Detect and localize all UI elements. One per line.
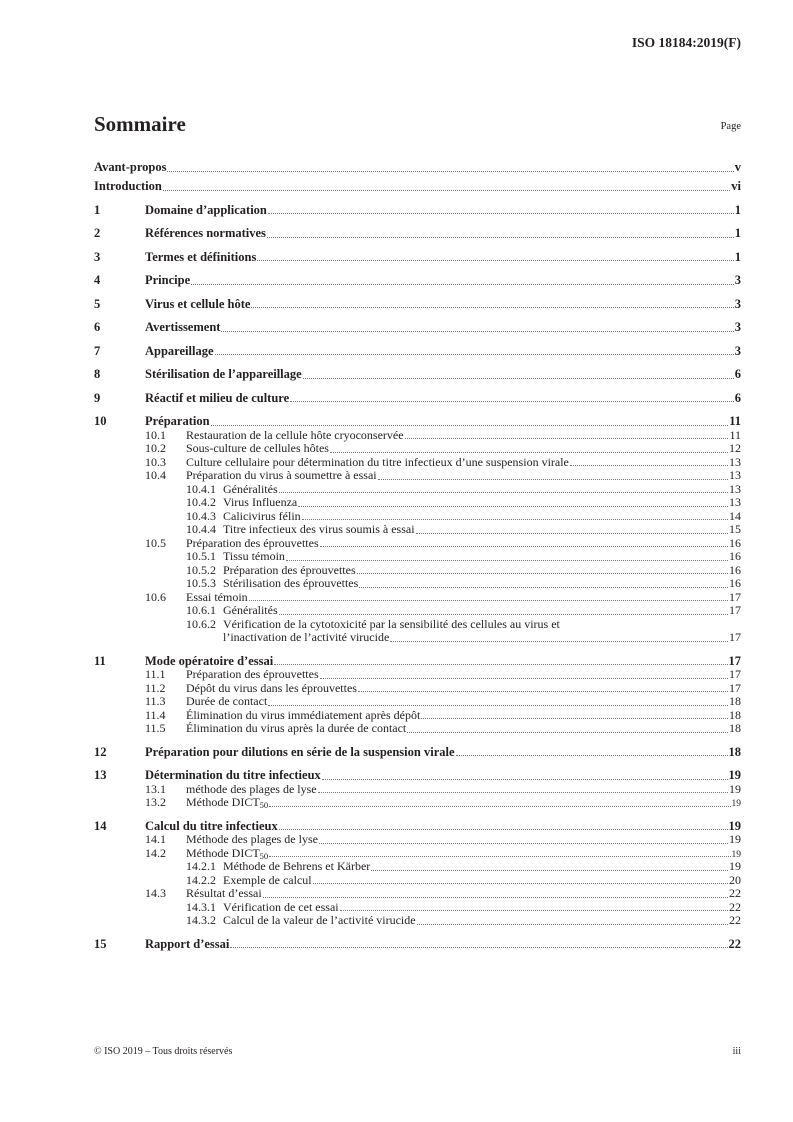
- toc-entry-page: 3: [734, 296, 741, 311]
- toc-entry-title-text: Généralités: [223, 603, 278, 617]
- dot-leader: [167, 171, 733, 172]
- dot-leader: [417, 924, 728, 925]
- toc-entry-subsection[interactable]: [94, 496, 741, 510]
- dot-leader: [279, 614, 728, 615]
- toc-entry-page: 18: [729, 721, 741, 735]
- toc-entry-subsection[interactable]: [94, 510, 741, 524]
- toc-entry-number: 11.5: [145, 721, 166, 735]
- toc-entry-title: [186, 833, 318, 847]
- toc-entry-page: 17: [729, 603, 741, 617]
- dot-leader: [268, 705, 728, 706]
- toc-entry-title: [186, 783, 317, 797]
- toc-entry-title: [186, 847, 268, 861]
- toc-entry-subscript: 50: [259, 850, 269, 861]
- toc-entry-page: 3: [734, 320, 741, 334]
- toc-entry-title-text: Avertissement: [145, 320, 221, 334]
- toc-entry-number: 15: [94, 936, 107, 951]
- toc-entry-number: 3: [94, 249, 101, 264]
- toc-entry-title-text: Résultat d’essai: [186, 886, 262, 900]
- toc-entry-number: 11.1: [145, 667, 166, 681]
- toc-entry-section[interactable]: [94, 180, 741, 194]
- toc-entry-title-text: Restauration de la cellule hôte cryoconservée: [186, 427, 404, 442]
- toc-entry-title: [145, 274, 190, 288]
- dot-leader: [274, 664, 727, 665]
- toc-entry-title-text: Références normatives: [145, 226, 266, 240]
- dot-leader: [269, 856, 730, 857]
- toc-entry-title: [186, 796, 268, 810]
- toc-entry-title-text: Appareillage: [145, 343, 214, 358]
- toc-entry-title: [145, 769, 321, 783]
- toc-entry-number: 10.6: [145, 589, 166, 604]
- toc-entry-subsection[interactable]: [94, 847, 741, 861]
- toc-entry-section[interactable]: [94, 251, 741, 265]
- dot-leader: [340, 910, 728, 911]
- toc-entry-subsection[interactable]: [94, 604, 741, 618]
- dot-leader: [313, 883, 728, 884]
- dot-leader: [191, 284, 734, 285]
- toc-entry-title: [145, 251, 256, 265]
- toc-entry-page: 20: [729, 872, 741, 887]
- dot-leader: [290, 401, 734, 402]
- toc-entry-title-text: Vérification de cet essai: [223, 899, 339, 914]
- toc-entry-title-text: Méthode des plages de lyse: [186, 832, 318, 846]
- toc-entry-number: 13.2: [145, 795, 166, 809]
- toc-entry-subsection[interactable]: [94, 456, 741, 470]
- toc-entry-page: 11: [729, 427, 741, 442]
- dot-leader: [221, 331, 733, 332]
- toc-entry-title: [186, 682, 357, 696]
- toc-entry-section[interactable]: [94, 274, 741, 288]
- toc-entry-page: 6: [734, 367, 741, 381]
- toc-entry-section[interactable]: [94, 161, 741, 175]
- toc-entry-title-text: Stérilisation des éprouvettes: [223, 576, 359, 590]
- page-title: Sommaire: [94, 112, 186, 136]
- toc-entry-title: [223, 550, 285, 564]
- toc-entry-number: 14.2: [145, 845, 166, 860]
- toc-entry-number: 14: [94, 818, 107, 833]
- toc-entry-page: 17: [729, 589, 741, 604]
- toc-entry-number: 10.5.1: [186, 549, 216, 563]
- toc-entry-page: 3: [734, 273, 741, 287]
- toc-entry-page: v: [734, 160, 741, 174]
- toc-entry-number: 5: [94, 296, 101, 311]
- toc-entry-number: 14.3.2: [186, 913, 216, 927]
- toc-entry-page: 11: [729, 414, 741, 428]
- dot-leader: [456, 755, 728, 756]
- toc-entry-title: [145, 321, 220, 335]
- toc-entry-title-text: Sous-culture de cellules hôtes: [186, 441, 329, 455]
- toc-entry-number: 8: [94, 367, 101, 381]
- toc-entry-title: [186, 469, 377, 483]
- footer-page-number: iii: [732, 1046, 741, 1057]
- toc-entry-section[interactable]: [94, 368, 741, 382]
- toc-entry-subsection[interactable]: [94, 631, 741, 645]
- toc-entry-title: [223, 618, 560, 632]
- toc-entry-subsection[interactable]: [94, 537, 741, 551]
- toc-entry-title: [145, 938, 229, 952]
- toc-entry-title-text: Méthode DICT: [186, 845, 260, 860]
- toc-entry-number: 7: [94, 343, 101, 358]
- toc-entry-title: [186, 668, 319, 682]
- toc-entry-number: 12: [94, 744, 107, 759]
- toc-entry-subsection[interactable]: [94, 682, 741, 696]
- toc-entry-title: [145, 820, 278, 834]
- toc-entry-title: [186, 442, 329, 456]
- toc-entry-title-text: Préparation des éprouvettes: [186, 667, 319, 681]
- toc-entry-title-text: Durée de contact: [186, 694, 268, 708]
- toc-entry-page: 13: [729, 481, 741, 496]
- toc-entry-title-text: Titre infectieux des virus soumis à essai: [223, 522, 415, 536]
- dot-leader: [267, 237, 734, 238]
- dot-leader: [298, 506, 728, 507]
- toc-entry-section[interactable]: [94, 938, 741, 952]
- toc-entry-page: 16: [729, 576, 741, 590]
- toc-entry-page: 17: [729, 680, 741, 695]
- toc-entry-title: [145, 345, 214, 359]
- dot-leader: [230, 947, 727, 948]
- dot-leader: [405, 438, 729, 439]
- toc-entry-title: [186, 429, 404, 443]
- toc-entry-page: 15: [729, 522, 741, 536]
- toc-entry-section[interactable]: [94, 655, 741, 669]
- toc-entry-number: 10.1: [145, 427, 166, 442]
- dot-leader: [359, 587, 728, 588]
- dot-leader: [357, 573, 728, 574]
- toc-entry-title: [223, 604, 278, 618]
- toc-entry-number: 10.6.2: [186, 616, 216, 631]
- toc-entry-title-text: Préparation: [145, 414, 210, 428]
- toc-entry-title: [145, 746, 455, 760]
- toc-entry-subsection[interactable]: [94, 668, 741, 682]
- dot-leader: [407, 732, 728, 733]
- toc-entry-title-text: Mode opératoire d’essai: [145, 653, 274, 668]
- toc-entry-number: 11.2: [145, 680, 166, 695]
- toc-entry-page: 13: [729, 468, 741, 482]
- toc-entry-section[interactable]: [94, 392, 741, 406]
- toc-entry-title-text: Méthode de Behrens et Kärber: [223, 859, 371, 873]
- dot-leader: [286, 560, 728, 561]
- toc-entry-page: 12: [729, 441, 741, 455]
- toc-entry-title-text: Tissu témoin: [223, 549, 285, 563]
- toc-entry-subsection[interactable]: [94, 860, 741, 874]
- toc-entry-title-text: Introduction: [94, 179, 162, 193]
- toc-entry-number: 14.1: [145, 832, 166, 846]
- toc-entry-page: 1: [734, 202, 741, 217]
- toc-entry-subsection[interactable]: [94, 874, 741, 888]
- toc-entry-page: 19: [731, 849, 741, 860]
- toc-entry-title-text: Détermination du titre infectieux: [145, 768, 321, 782]
- toc-entry-subsection[interactable]: [94, 914, 741, 928]
- toc-entry-page: 19: [731, 799, 741, 809]
- toc-entry-number: 14.2.2: [186, 872, 216, 887]
- toc-entry-title-text: Virus Influenza: [223, 495, 298, 509]
- toc-entry-number: 10.5.3: [186, 576, 216, 590]
- toc-entry-page: 18: [729, 694, 741, 708]
- toc-entry-number: 14.3: [145, 886, 166, 900]
- dot-leader: [279, 829, 728, 830]
- dot-leader: [268, 213, 734, 214]
- toc-entry-title-text: Termes et définitions: [145, 249, 257, 264]
- toc-entry-title-text: Calicivirus félin: [223, 508, 301, 523]
- dot-leader: [371, 870, 728, 871]
- toc-entry-page: 22: [729, 913, 741, 927]
- toc-entry-page: vi: [731, 179, 741, 193]
- toc-entry-title-text: Dépôt du virus dans les éprouvettes: [186, 680, 357, 695]
- toc-entry-page: 18: [729, 707, 741, 722]
- toc-entry-page: 6: [734, 390, 741, 405]
- toc-entry-number: 10.4.1: [186, 481, 216, 496]
- dot-leader: [269, 806, 730, 807]
- dot-leader: [319, 843, 728, 844]
- toc-entry-title-text: Élimination du virus immédiatement après dépôt: [186, 707, 421, 722]
- toc-entry-number: 10.5: [145, 535, 166, 550]
- dot-leader: [378, 479, 728, 480]
- toc-entry-page: 1: [734, 226, 741, 240]
- toc-entry-title: [186, 709, 420, 723]
- toc-entry-subsection[interactable]: [94, 709, 741, 723]
- dot-leader: [416, 533, 728, 534]
- toc-entry-number: 14.2.1: [186, 859, 216, 873]
- toc-entry-title: [186, 722, 406, 736]
- toc-entry-page: 17: [729, 667, 741, 681]
- toc-entry-subsection[interactable]: [94, 901, 741, 915]
- toc-entry-subsection[interactable]: [94, 833, 741, 847]
- dot-leader: [302, 519, 728, 520]
- document-id-header: ISO 18184:2019(F): [631, 35, 741, 50]
- toc-entry-title: [223, 510, 301, 524]
- toc-entry-title-text: Réactif et milieu de culture: [145, 390, 290, 405]
- toc-entry-title: [186, 695, 267, 709]
- toc-entry-page: 22: [729, 899, 741, 914]
- toc-entry-title: [145, 368, 302, 382]
- dot-leader: [320, 678, 728, 679]
- toc-entry-title: [186, 591, 248, 605]
- toc-entry-title-text: Calcul de la valeur de l’activité virucide: [223, 913, 416, 927]
- toc-entry-title: [186, 887, 262, 901]
- toc-entry-number: 10.4.4: [186, 522, 216, 536]
- toc-entry-title: [223, 631, 389, 645]
- toc-entry-title-text: Avant-propos: [94, 160, 167, 174]
- dot-leader: [421, 718, 728, 719]
- dot-leader: [163, 190, 730, 191]
- dot-leader: [211, 425, 729, 426]
- toc-entry-page: 19: [728, 768, 741, 782]
- toc-entry-number: 14.3.1: [186, 899, 216, 914]
- toc-entry-title: [223, 860, 370, 874]
- toc-entry-title: [94, 161, 166, 175]
- dot-leader: [390, 641, 728, 642]
- toc-entry-title: [145, 392, 289, 406]
- toc-entry-subsection[interactable]: [94, 618, 741, 632]
- toc-entry-title: [145, 227, 266, 241]
- toc-entry-subsection[interactable]: [94, 429, 741, 443]
- toc-entry-section[interactable]: [94, 204, 741, 218]
- toc-entry-page: 22: [728, 936, 741, 951]
- toc-entry-subsection[interactable]: [94, 722, 741, 736]
- toc-entry-title: [223, 874, 312, 888]
- toc-entry-page: 3: [734, 343, 741, 358]
- toc-entry-title: [223, 483, 278, 497]
- toc-entry-section[interactable]: [94, 746, 741, 760]
- toc-entry-subsection[interactable]: [94, 564, 741, 578]
- toc-entry-page: 19: [728, 818, 741, 833]
- toc-entry-number: 10.3: [145, 454, 166, 469]
- footer-copyright: © ISO 2019 – Tous droits réservés: [94, 1046, 233, 1057]
- toc-entry-number: 10.6.1: [186, 603, 216, 617]
- toc-entry-section[interactable]: [94, 820, 741, 834]
- toc-entry-number: 10.4.3: [186, 508, 216, 523]
- toc-entry-section[interactable]: [94, 415, 741, 429]
- toc-entry-subsection[interactable]: [94, 550, 741, 564]
- page-column-label: Page: [720, 121, 741, 132]
- toc-entry-title: [223, 577, 358, 591]
- toc-entry-number: 13.1: [145, 781, 166, 796]
- toc-entry-title: [223, 564, 356, 578]
- toc-entry-number: 4: [94, 273, 101, 287]
- toc-entry-page: 13: [729, 454, 741, 469]
- toc-entry-section[interactable]: [94, 769, 741, 783]
- toc-entry-title: [223, 914, 416, 928]
- toc-entry-section[interactable]: [94, 298, 741, 312]
- dot-leader: [358, 691, 728, 692]
- dot-leader: [318, 792, 728, 793]
- toc-entry-title-text: Domaine d’application: [145, 202, 267, 217]
- table-of-contents: [94, 161, 741, 951]
- toc-entry-page: 19: [729, 859, 741, 873]
- toc-entry-page: 16: [729, 549, 741, 563]
- toc-entry-page: 17: [729, 630, 741, 644]
- toc-entry-title-text: Rapport d’essai: [145, 936, 230, 951]
- dot-leader: [320, 546, 728, 547]
- toc-entry-title-text: Généralités: [223, 481, 278, 496]
- toc-entry-title: [94, 180, 162, 194]
- toc-entry-title: [145, 415, 210, 429]
- dot-leader: [263, 897, 728, 898]
- toc-entry-title-text: Stérilisation de l’appareillage: [145, 367, 302, 381]
- toc-entry-title: [145, 204, 267, 218]
- toc-entry-title-text: Élimination du virus après la durée de contact: [186, 721, 407, 735]
- dot-leader: [330, 452, 728, 453]
- toc-entry-subsection[interactable]: [94, 591, 741, 605]
- toc-entry-page: 16: [729, 535, 741, 550]
- toc-entry-number: 10.4.2: [186, 495, 216, 509]
- toc-entry-page: 19: [729, 781, 741, 796]
- dot-leader: [257, 260, 733, 261]
- toc-entry-number: 2: [94, 226, 101, 240]
- toc-entry-page: 1: [734, 249, 741, 264]
- toc-entry-title-text: Préparation des éprouvettes: [186, 535, 319, 550]
- toc-entry-page: 18: [728, 744, 741, 759]
- toc-entry-title: [186, 456, 569, 470]
- toc-entry-title-text: Méthode DICT: [186, 795, 260, 809]
- toc-entry-subsection[interactable]: [94, 442, 741, 456]
- toc-entry-number: 11: [94, 653, 106, 668]
- toc-entry-section[interactable]: [94, 227, 741, 241]
- dot-leader: [215, 354, 734, 355]
- toc-entry-title-text: Préparation du virus à soumettre à essai: [186, 468, 377, 482]
- toc-entry-section[interactable]: [94, 345, 741, 359]
- toc-entry-subsection[interactable]: [94, 523, 741, 537]
- toc-entry-number: 9: [94, 390, 101, 405]
- toc-entry-page: 16: [729, 562, 741, 577]
- toc-entry-number: 10: [94, 414, 107, 428]
- toc-entry-number: 11.3: [145, 694, 166, 708]
- toc-entry-number: 10.2: [145, 441, 166, 455]
- toc-entry-title-text: Principe: [145, 273, 191, 287]
- toc-entry-number: 13: [94, 768, 107, 782]
- toc-entry-title-text: Calcul du titre infectieux: [145, 818, 278, 833]
- toc-entry-title-text: Virus et cellule hôte: [145, 296, 251, 311]
- toc-entry-title-text: l’inactivation de l’activité virucide: [223, 630, 390, 644]
- toc-entry-title: [186, 537, 319, 551]
- toc-entry-subscript: 50: [259, 800, 269, 810]
- toc-entry-title: [145, 655, 273, 669]
- dot-leader: [251, 307, 733, 308]
- toc-entry-number: 1: [94, 202, 101, 217]
- toc-entry-title: [223, 901, 339, 915]
- toc-entry-number: 10.4: [145, 468, 166, 482]
- toc-entry-subsection[interactable]: [94, 695, 741, 709]
- toc-entry-title-text: Culture cellulaire pour détermination du titre infectieux d’une suspension virale: [186, 454, 569, 469]
- dot-leader: [249, 600, 728, 601]
- toc-entry-subsection[interactable]: [94, 483, 741, 497]
- toc-entry-page: 14: [729, 508, 741, 523]
- toc-entry-subsection[interactable]: [94, 469, 741, 483]
- toc-entry-title: [223, 496, 297, 510]
- toc-entry-title: [223, 523, 415, 537]
- dot-leader: [322, 779, 728, 780]
- toc-entry-title-text: Vérification de la cytotoxicité par la sensibilité des cellules au virus et: [223, 616, 560, 631]
- toc-entry-subsection[interactable]: [94, 796, 741, 810]
- dot-leader: [279, 492, 728, 493]
- toc-entry-subsection[interactable]: [94, 577, 741, 591]
- toc-entry-title-text: Préparation des éprouvettes: [223, 562, 356, 577]
- toc-entry-title: [145, 298, 250, 312]
- dot-leader: [303, 378, 734, 379]
- toc-entry-number: 6: [94, 320, 101, 334]
- toc-entry-title-text: Exemple de calcul: [223, 872, 312, 887]
- toc-entry-page: 22: [729, 886, 741, 900]
- toc-entry-subsection[interactable]: [94, 783, 741, 797]
- toc-entry-section[interactable]: [94, 321, 741, 335]
- toc-entry-title-text: Essai témoin: [186, 589, 248, 604]
- toc-entry-number: 11.4: [145, 707, 166, 722]
- toc-entry-page: 17: [728, 653, 741, 668]
- toc-entry-title-text: Préparation pour dilutions en série de la suspension virale: [145, 744, 455, 759]
- toc-entry-number: 10.5.2: [186, 562, 216, 577]
- dot-leader: [570, 465, 728, 466]
- toc-entry-subsection[interactable]: [94, 887, 741, 901]
- toc-entry-title-text: méthode des plages de lyse: [186, 781, 317, 796]
- toc-entry-page: 19: [729, 832, 741, 846]
- toc-entry-page: 13: [729, 495, 741, 509]
